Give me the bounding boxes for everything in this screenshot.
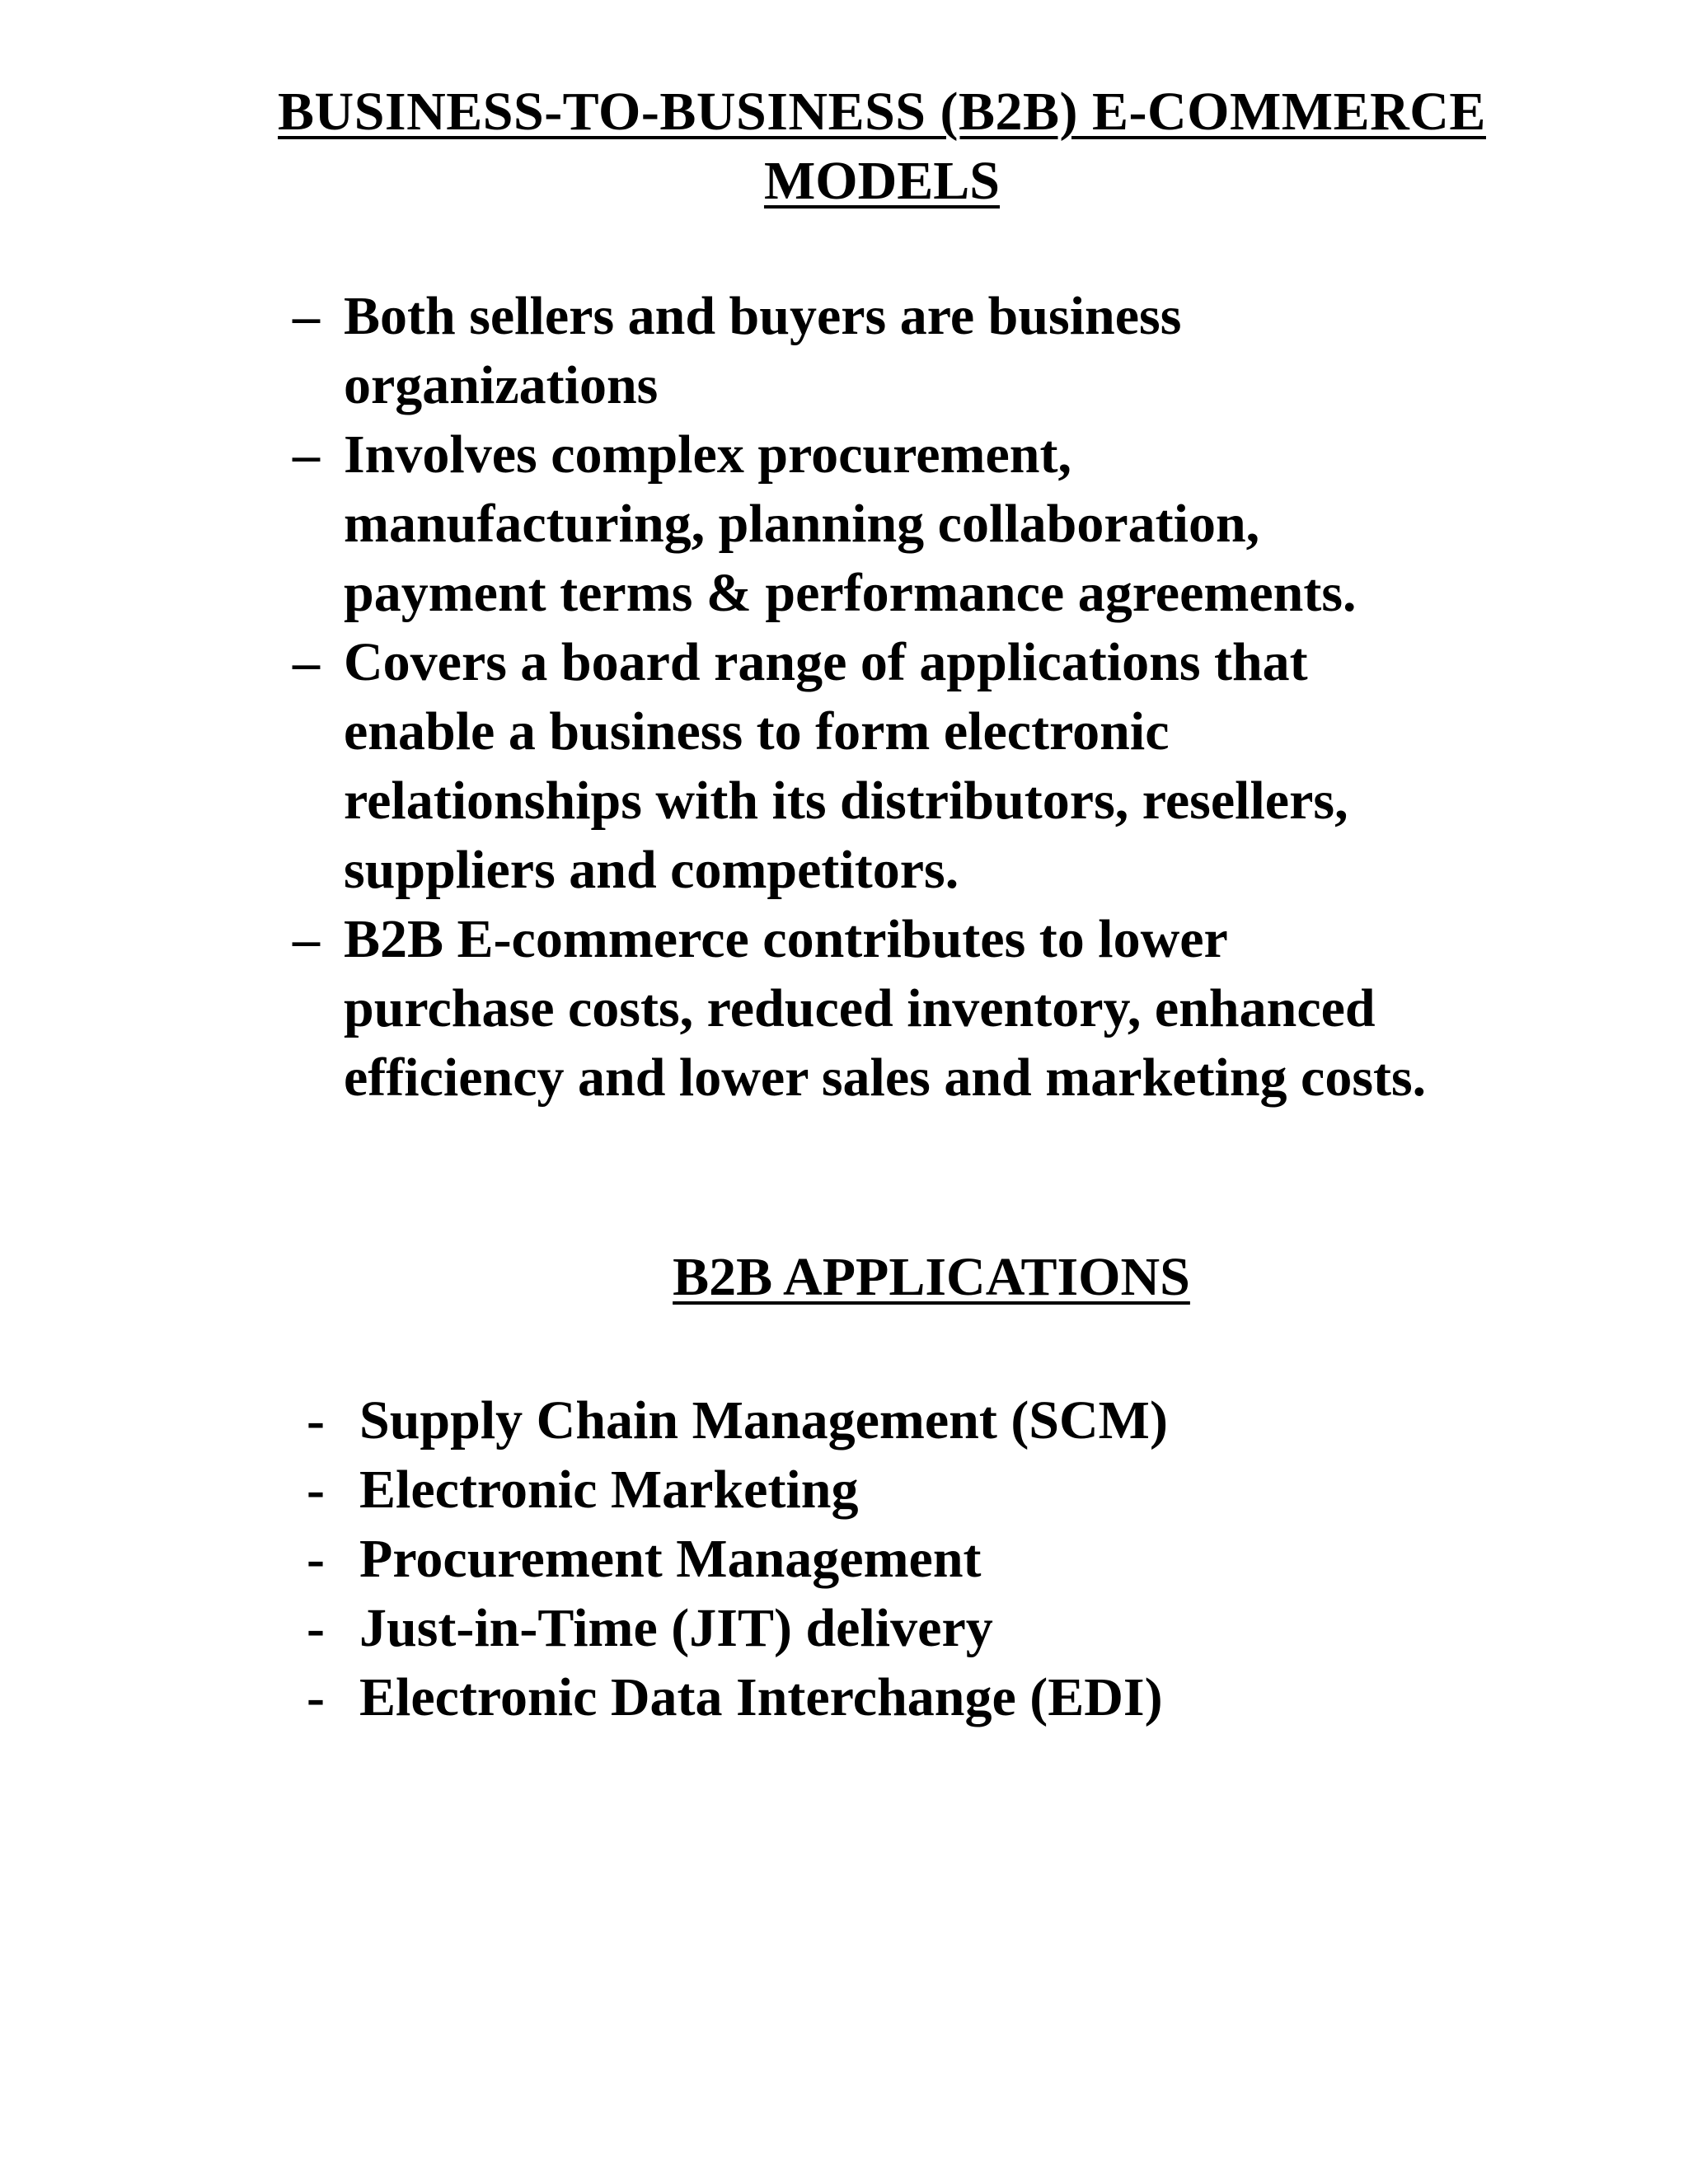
- bullet-text-line: Both sellers and buyers are business: [344, 286, 1182, 346]
- bullet-dash: –: [293, 909, 320, 969]
- bullet-text-line: Involves complex procurement,: [344, 424, 1071, 485]
- applications-list: [307, 1386, 1543, 1732]
- application-label: Procurement Management: [359, 1529, 982, 1589]
- bullet-dash: –: [293, 632, 320, 692]
- bullet-text-line: manufacturing, planning collaboration,: [344, 494, 1260, 554]
- application-dash: -: [307, 1529, 325, 1589]
- bullet-dash: –: [293, 286, 320, 346]
- application-item: [307, 1663, 1543, 1732]
- bullet-text-line: B2B E-commerce contributes to lower: [344, 909, 1228, 969]
- b2b-description-list: [293, 282, 1644, 1113]
- application-item: [307, 1386, 1543, 1455]
- application-label: Supply Chain Management (SCM): [359, 1390, 1168, 1451]
- application-dash: -: [307, 1460, 325, 1520]
- bullet-text-line: organizations: [344, 355, 659, 415]
- application-item: [307, 1594, 1543, 1663]
- bullet-text-line: payment terms & performance agreements.: [344, 563, 1357, 623]
- bullet-text-line: enable a business to form electronic: [344, 701, 1170, 762]
- applications-heading: B2B APPLICATIONS: [673, 1247, 1190, 1307]
- application-dash: -: [307, 1598, 325, 1658]
- page-title-line1: BUSINESS-TO-BUSINESS (B2B) E-COMMERCE: [278, 82, 1486, 142]
- list-item: [293, 420, 1644, 628]
- list-item: [293, 905, 1644, 1113]
- application-label: Electronic Marketing: [359, 1460, 859, 1520]
- page-title-line2: MODELS: [763, 151, 1001, 211]
- bullet-text-line: Covers a board range of applications that: [344, 632, 1308, 692]
- bullet-text-line: efficiency and lower sales and marketing costs.: [344, 1047, 1427, 1108]
- bullet-text-line: purchase costs, reduced inventory, enhanced: [344, 978, 1376, 1038]
- list-item: [293, 628, 1644, 905]
- application-label: Electronic Data Interchange (EDI): [359, 1667, 1163, 1727]
- bullet-text-line: suppliers and competitors.: [344, 840, 959, 900]
- list-item: [293, 282, 1644, 420]
- application-item: [307, 1525, 1543, 1594]
- application-dash: -: [307, 1667, 325, 1727]
- application-item: [307, 1455, 1543, 1525]
- application-label: Just-in-Time (JIT) delivery: [359, 1598, 993, 1658]
- application-dash: -: [307, 1390, 325, 1451]
- bullet-dash: –: [293, 424, 320, 485]
- bullet-text-line: relationships with its distributors, resellers,: [344, 771, 1348, 831]
